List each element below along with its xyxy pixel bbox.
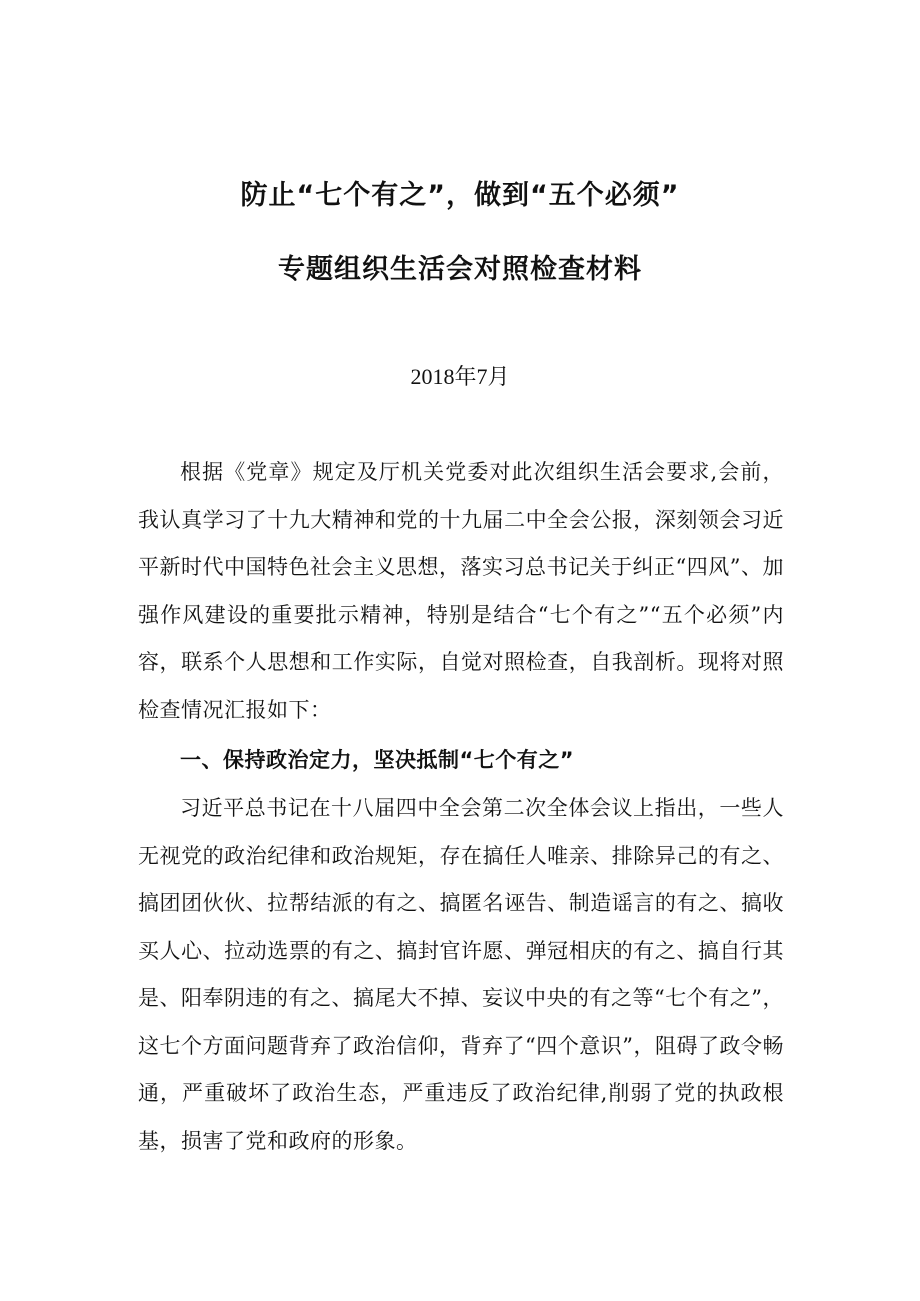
document-date: 2018年7月 bbox=[410, 364, 510, 389]
document-title: 防止“七个有之”，做到“五个必须” bbox=[240, 180, 680, 211]
section-heading: 一、保持政治定力，坚决抵制“七个有之” bbox=[180, 748, 575, 772]
intro-paragraph: 根据《党章》规定及厅机关党委对此次组织生活会要求,会前，我认真学习了十九大精神和党的十九届二中全会公报，深刻领会习近平新时代中国特色社会主义思想，落实习总书记关于纠正“四风”、加强作风建设的重要批示精神，特别是结合“七个有之”“五个必须”内容，联系个人思想和工作实际，自觉对照检查，自我剖析。现将对照检查情况汇报如下： bbox=[138, 460, 784, 722]
body-paragraph: 习近平总书记在十八届四中全会第二次全体会议上指出，一些人无视党的政治纪律和政治规矩，存在搞任人唯亲、排除异己的有之、搞团团伙伙、拉帮结派的有之、搞匿名诬告、制造谣言的有之、搞收买人心、拉动选票的有之、搞封官许愿、弹冠相庆的有之、搞自行其是、阳奉阴违的有之、搞尾大不掉、妄议中央的有之等“七个有之”，这七个方面问题背弃了政治信仰，背弃了“四个意识”，阻碍了政令畅通，严重破坏了政治生态，严重违反了政治纪律,削弱了党的执政根基，损害了党和政府的形象。 bbox=[138, 796, 784, 1153]
document-subtitle: 专题组织生活会对照检查材料 bbox=[278, 254, 642, 285]
